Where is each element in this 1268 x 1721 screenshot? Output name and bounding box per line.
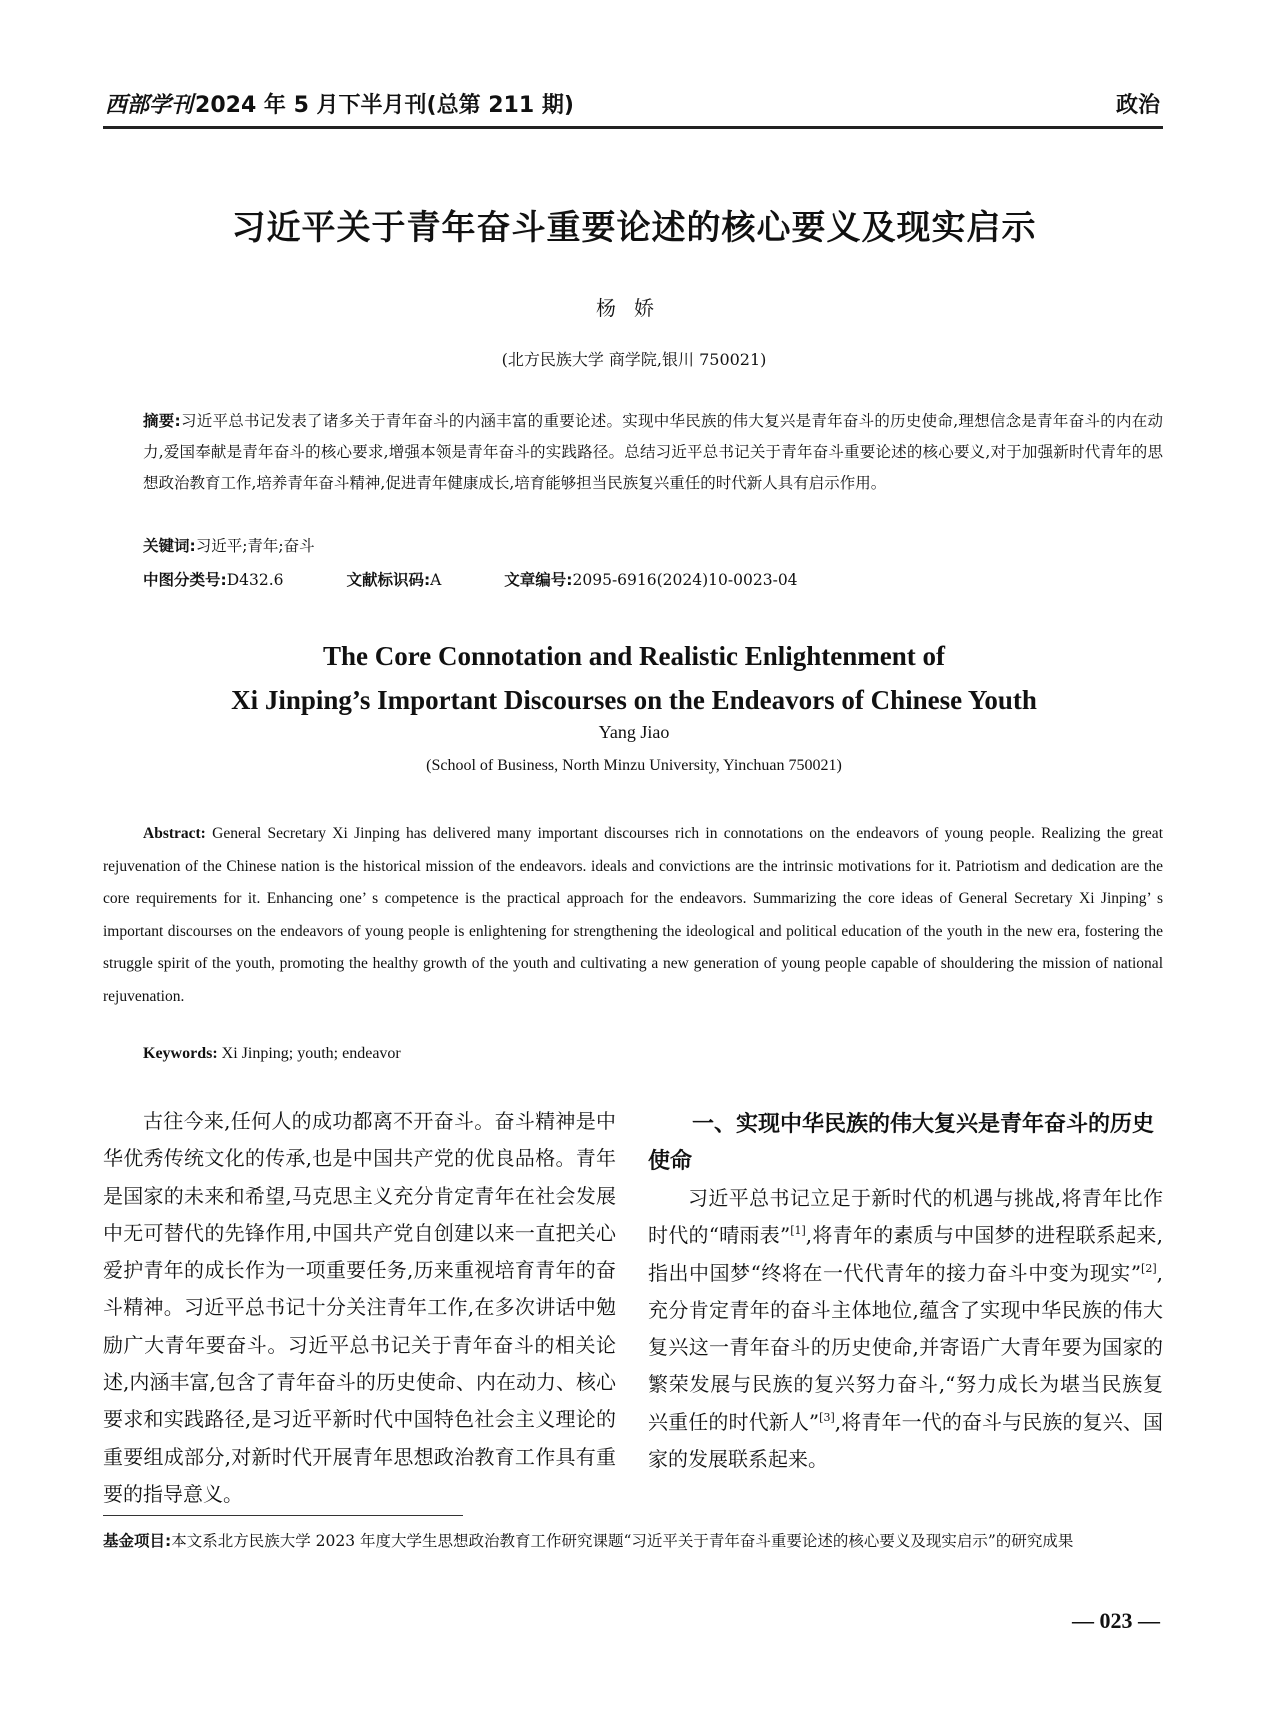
doc-code-value: A (430, 571, 442, 589)
section-text-1: 习近平总书记立足于新时代的机遇与挑战,将青年比作时代的“晴雨表” (648, 1186, 1163, 1248)
abstract-en-label: Abstract: (143, 825, 206, 842)
page-number: — 023 — (1072, 1608, 1160, 1633)
article-title-en (0, 634, 1268, 722)
section-text-3: ,充分肯定青年的奋斗主体地位,蕴含了实现中华民族的伟大复兴这一青年奋斗的历史使命,并寄语广大青年要为国家的繁荣发展与民族的复兴努力奋斗,“努力成长为堪当民族复兴重任的时代新人” (648, 1260, 1163, 1434)
section-text-2: ,将青年的素质与中国梦的进程联系起来,指出中国梦“终将在一代代青年的接力奋斗中变为现实” (648, 1223, 1164, 1285)
doc-code-label: 文献标识码: (346, 571, 431, 589)
intro-paragraph: 古往今来,任何人的成功都离不开奋斗。奋斗精神是中华优秀传统文化的传承,也是中国共产党的优良品格。青年是国家的未来和希望,马克思主义充分肯定青年在社会发展中无可替代的先锋作用,中国共产党自创建以来一直把关心爱护青年的成长作为一项重要任务,历来重视培育青年的奋斗精神。习近平总书记十分关注青年工作,在多次讲话中勉励广大青年要奋斗。习近平总书记关于青年奋斗的相关论述,内涵丰富,包含了青年奋斗的历史使命、内在动力、核心要求和实践路径,是习近平新时代中国特色社会主义理论的重要组成部分,对新时代开展青年思想政治教育工作具有重要的指导意义。 (103, 1109, 616, 1506)
header-divider (103, 126, 1163, 129)
journal-logo: 西部学刊 (105, 92, 194, 118)
article-title-cn: 习近平关于青年奋斗重要论述的核心要义及现实启示 (231, 208, 1037, 248)
section-paragraph (648, 1180, 1163, 1478)
abstract-cn (143, 406, 1163, 499)
clc-label: 中图分类号: (143, 571, 227, 589)
author-en: Yang Jiao (598, 722, 670, 742)
abstract-cn-text: 习近平总书记发表了诸多关于青年奋斗的内涵丰富的重要论述。实现中华民族的伟大复兴是青年奋斗的历史使命,理想信念是青年奋斗的内在动力,爱国奉献是青年奋斗的核心要求,增强本领是青年奋斗的实践路径。总结习近平总书记关于青年奋斗重要论述的核心要义,对于加强新时代青年的思想政治教育工作,培养青年奋斗精神,促进青年健康成长,培育能够担当民族复兴重任的时代新人具有启示作用。 (143, 412, 1163, 492)
affiliation-en: (School of Business, North Minzu University, Yinchuan 750021) (426, 757, 842, 774)
citation-ref: [2] (1141, 1261, 1157, 1275)
affiliation-cn: (北方民族大学 商学院,银川 750021) (501, 350, 767, 369)
running-header (105, 88, 574, 119)
article-number-label: 文章编号: (504, 571, 573, 589)
abstract-en (103, 818, 1163, 1013)
issue-info: 2024 年 5 月下半月刊(总第 211 期) (195, 93, 574, 118)
article-title-en-line2: Xi Jinping’s Important Discourses on the Endeavors of Chinese Youth (231, 685, 1037, 715)
section-text-4: ,将青年一代的奋斗与民族的复兴、国家的发展联系起来。 (648, 1409, 1163, 1472)
classification-row (143, 568, 798, 590)
author-cn: 杨娇 (596, 296, 672, 320)
funding-text: 本文系北方民族大学 2023 年度大学生思想政治教育工作研究课题“习近平关于青年奋斗重要论述的核心要义及现实启示”的研究成果 (171, 1532, 1074, 1550)
keywords-en (143, 1045, 401, 1063)
funding-label: 基金项目: (103, 1532, 172, 1550)
abstract-cn-label: 摘要: (143, 412, 181, 430)
article-number-value: 2095-6916(2024)10-0023-04 (572, 571, 798, 589)
abstract-en-text: General Secretary Xi Jinping has delivered many important discourses rich in connotations on the endeavors of young people. Realizing the great rejuvenation of the Chinese nation is the historical mission of the endeavors. ideals and convictions are the intrinsic motivations for it. Patriotism and dedication are the core requirements for it. Enhancing one’ s competence is the practical approach for the endeavors. Summarizing the core ideas of General Secretary Xi Jinping’ s important discourses on the endeavors of young people is enlightening for strengthening the ideological and political education of the youth in the new era, fostering the struggle spirit of the youth, promoting the healthy growth of the youth and cultivating a new generation of young people capable of shouldering the mission of national rejuvenation. (103, 825, 1163, 1005)
keywords-en-label: Keywords: (143, 1045, 218, 1062)
article-title-en-line1: The Core Connotation and Realistic Enlightenment of (322, 641, 946, 671)
keywords-cn-text: 习近平;青年;奋斗 (195, 537, 315, 555)
funding-note (103, 1527, 1163, 1556)
keywords-cn (143, 534, 315, 556)
keywords-cn-label: 关键词: (143, 537, 196, 555)
citation-ref: [3] (819, 1410, 835, 1424)
footnote-divider (103, 1515, 463, 1516)
citation-ref: [1] (790, 1224, 806, 1238)
keywords-en-text: Xi Jinping; youth; endeavor (221, 1045, 401, 1062)
clc-value: D432.6 (226, 571, 284, 589)
section-heading: 一、实现中华民族的伟大复兴是青年奋斗的历史使命 (648, 1112, 1155, 1174)
section-label: 政治 (1115, 93, 1160, 118)
